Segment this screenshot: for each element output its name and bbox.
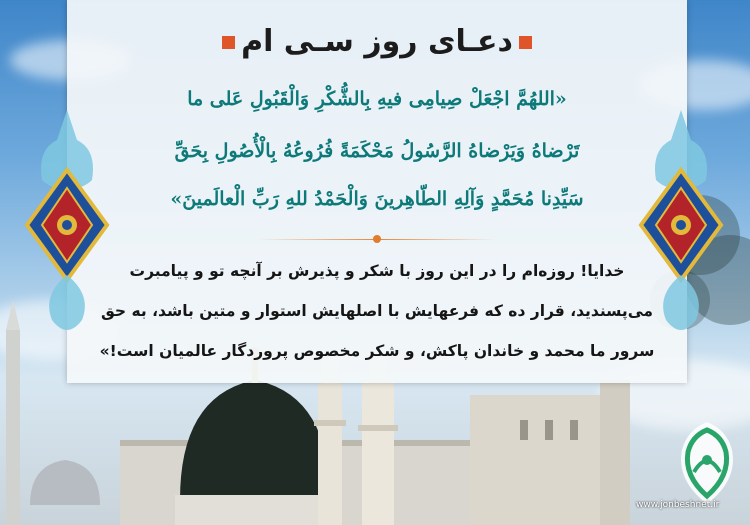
left-ornament-icon (22, 110, 112, 340)
divider-ornament-icon (373, 235, 381, 243)
persian-line-1: خدایا! روزه‌ام را در این روز با شکر و پذیرش بر آنچه تو و پیامبرت (129, 262, 625, 280)
prayer-panel (67, 0, 687, 383)
title-square-icon (519, 36, 532, 49)
page-title (67, 24, 687, 70)
arabic-line-3: سَيِّدِنا مُحَمَّدٍ وَآلِهِ الطّاهِرينَ وَالْحَمْدُ للهِ رَبِّ الْعالَمينَ» (170, 188, 584, 210)
title-square-icon (222, 36, 235, 49)
arabic-line-2: تَرْضاهُ وَيَرْضاهُ الرَّسُولُ مَحْكَمَةً فُرُوعُهُ بِالْأُصُولِ بِحَقِّ (174, 140, 580, 162)
title-text: دعـای روز سـی ام (241, 24, 513, 59)
arabic-line-1: «اللهُمَّ اجْعَلْ صِيامِی فيهِ بِالشُّكْرِ وَالْقَبُولِ عَلی ما (187, 88, 567, 110)
logo-icon (672, 420, 742, 508)
watermark-text: www.jonbeshnet.ir (636, 500, 720, 510)
persian-line-3: سرور ما محمد و خاندان پاکش، و شکر مخصوص پروردگار عالمیان است!» (99, 342, 655, 360)
persian-line-2: می‌پسندید، قرار ده که فرعهایش با اصلهایش استوار و متین باشد، به حق (100, 302, 654, 320)
right-ornament-icon (636, 110, 726, 340)
